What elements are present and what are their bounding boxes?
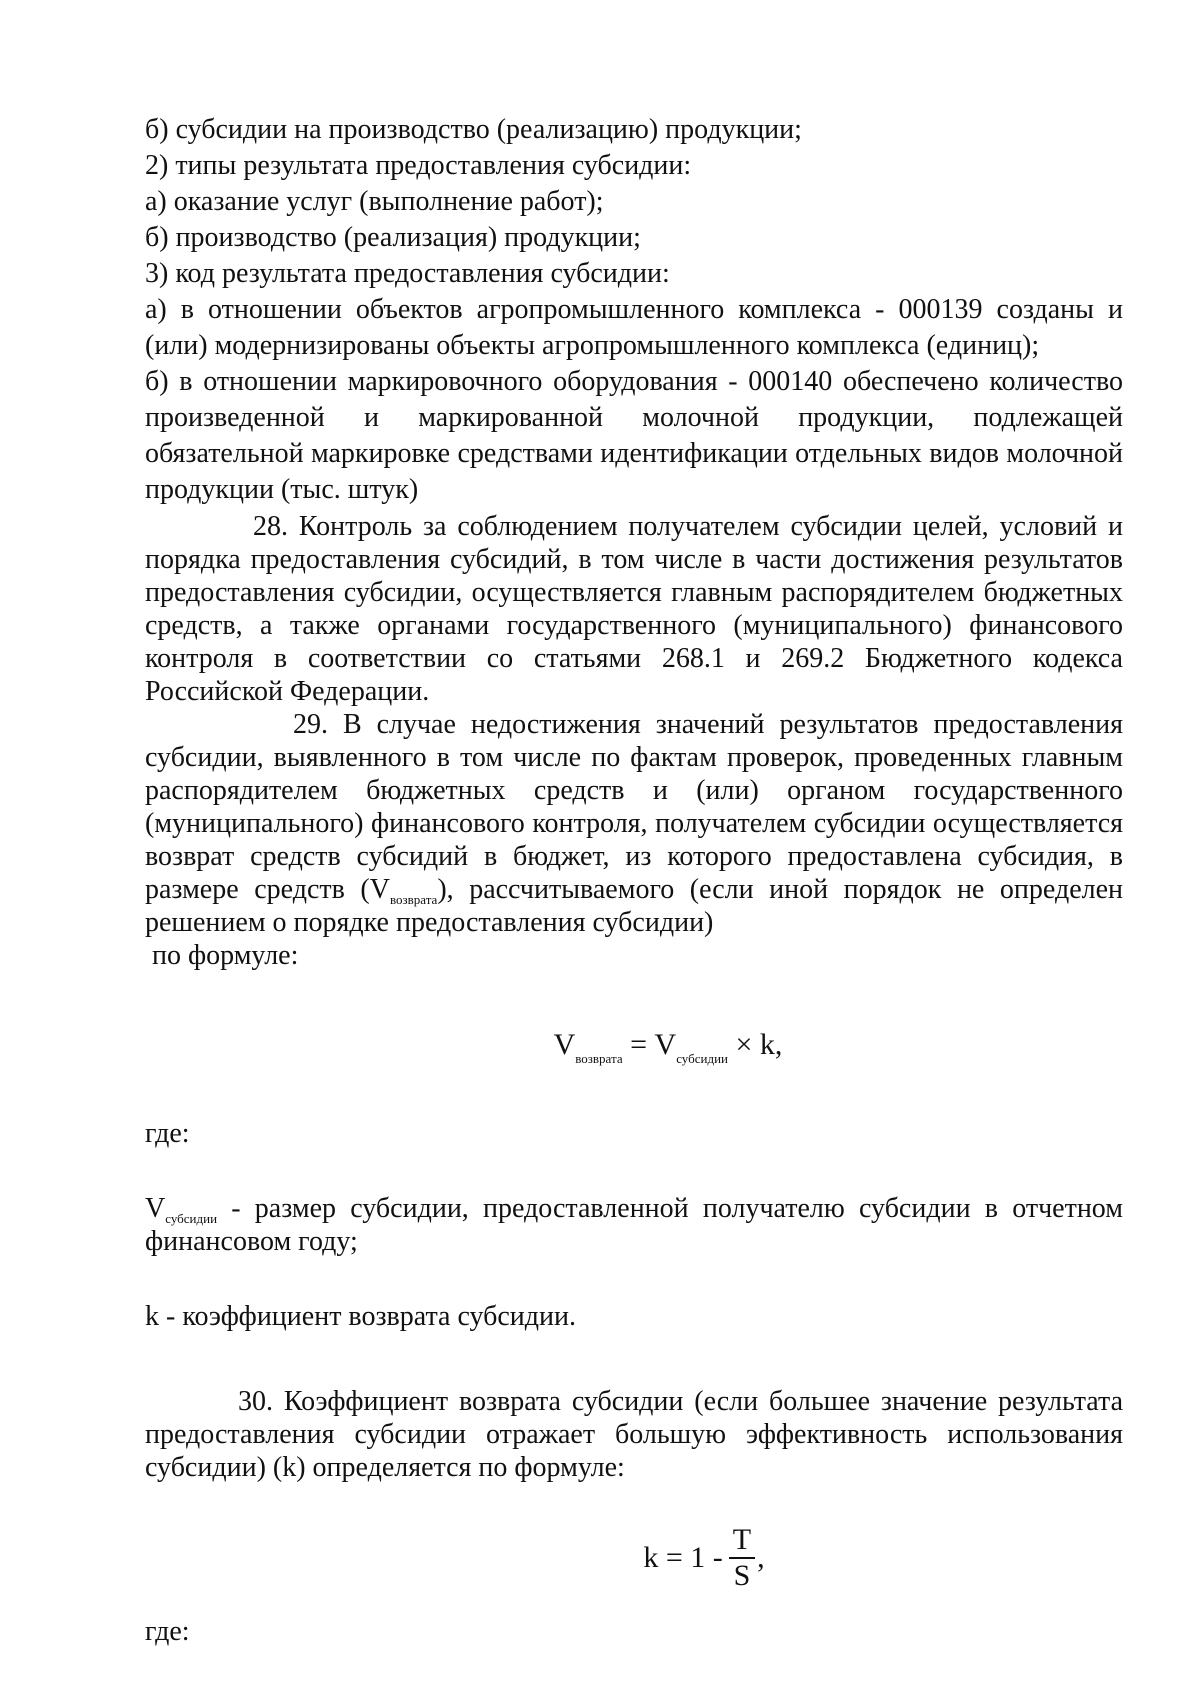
formula-eq: = V [622,1028,677,1061]
formula-comma: , [757,1541,765,1574]
paragraph-29-tail: по формуле: [152,940,299,971]
formula-sub-return: возврата [575,1051,623,1066]
where-label-2: где: [145,1616,190,1647]
formula-sub-subsidy: субсидии [676,1051,728,1066]
fraction-numerator: T [729,1523,755,1559]
formula-coefficient [145,1518,1123,1598]
formula-v: V [553,1028,576,1061]
list-item: 2) типы результата предоставления субсидии: [145,150,692,181]
list-item: б) в отношении маркировочного оборудования - 000140 обеспечено количество произведенной и маркированной молочной продукции, подлежащей обязательной маркировке средствами идентификации отдельных видов молочной продукции (тыс. штук) [145,366,1123,505]
paragraph-29-text: 29. В случае недостижения значений результатов предоставления субсидии, выявленного в том числе по фактам проверок, проведенных главным распорядителем бюджетных средств и (или) органом государственного (муниципального) финансового контроля, получателем субсидии осуществляется возврат средств субсидий в бюджет, из которого предоставлена субсидия, в размере средств (V [145,709,1123,905]
result-types-list [145,112,1123,508]
list-item: а) в отношении объектов агропромышленного комплекса - 000139 созданы и (или) модернизированы объекты агропромышленного комплекса (единиц); [145,294,1123,361]
list-item: б) субсидии на производство (реализацию) продукции; [145,114,802,145]
paragraph-29 [145,708,1123,939]
list-item: 3) код результата предоставления субсидии: [145,258,670,289]
definitions [145,1192,1123,1333]
formula-rest: × k, [728,1028,783,1061]
formula-lhs: k = 1 - [643,1541,723,1574]
definition-k: k - коэффициент возврата субсидии. [145,1301,577,1332]
fraction [729,1523,755,1593]
where-label: где: [145,1118,190,1149]
def-v: V [145,1193,166,1224]
fraction-denominator: S [733,1559,751,1592]
list-item: а) оказание услуг (выполнение работ); [145,186,604,217]
paragraph-30: 30. Коэффициент возврата субсидии (если большее значение результата предоставления субсидии отражает большую эффективность использования субсидии) (k) определяется по формуле: [145,1386,1123,1483]
formula-return-volume [145,1020,1123,1070]
def-v-sub: субсидии [165,1211,218,1226]
definition-v-subsidy [145,1192,1123,1258]
paragraph-29-text-cont: ), рассчитываемого (если иной порядок не определен решением о порядке предоставления субсидии) [145,874,1124,938]
paragraph-28: 28. Контроль за соблюдением получателем субсидии целей, условий и порядка предоставления субсидий, в том числе в части достижения результатов предоставления субсидии, осуществляется главным распорядителем бюджетных средств, а также органами государственного (муниципального) финансового контроля в соответствии со статьями 268.1 и 269.2 Бюджетного кодекса Российской Федерации. [145,511,1123,707]
list-item: б) производство (реализация) продукции; [145,222,641,253]
document-body [145,112,1123,1650]
def-v-text: - размер субсидии, предоставленной получателю субсидии в отчетном финансовом году; [145,1193,1123,1257]
subscript-return: возврата [389,892,438,907]
